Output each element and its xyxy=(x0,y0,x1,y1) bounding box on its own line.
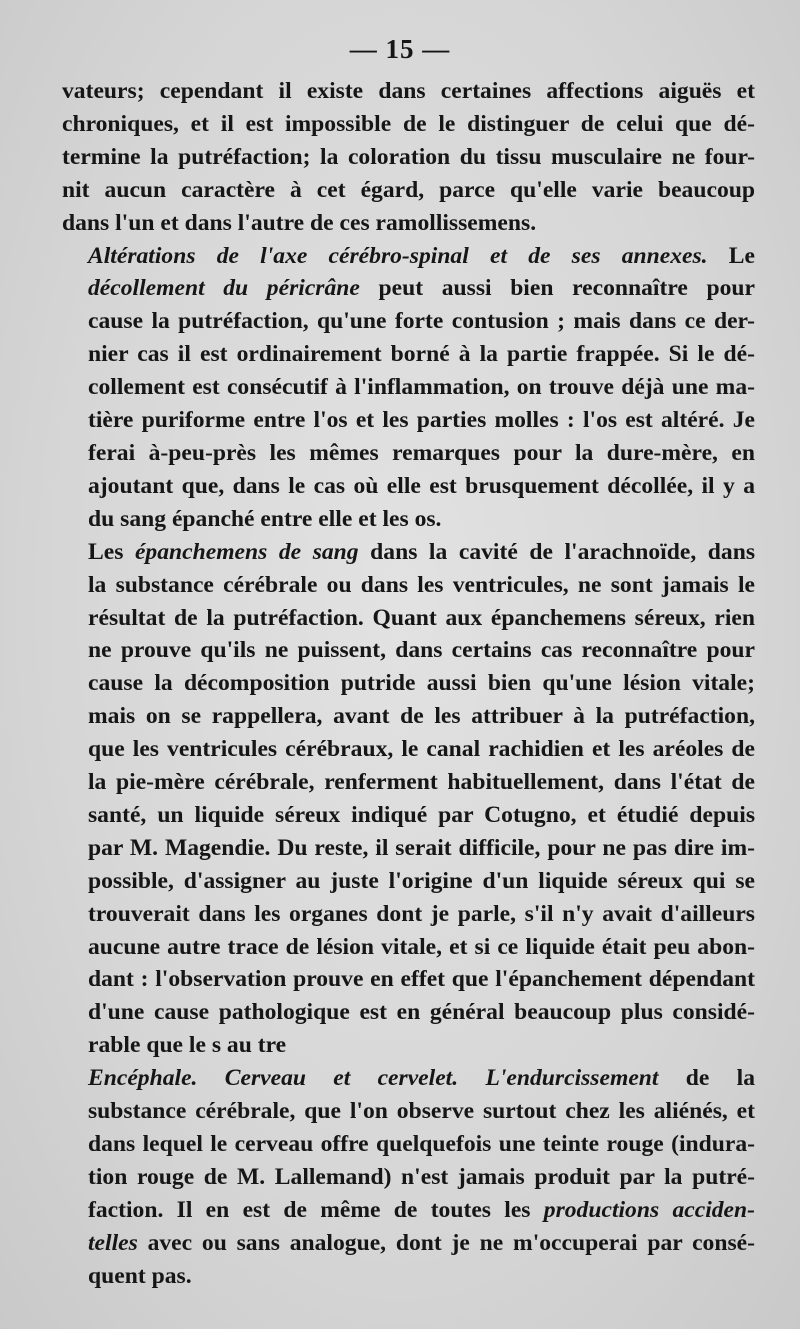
text-line xyxy=(62,602,755,635)
text-run xyxy=(458,1065,485,1091)
text-line xyxy=(62,1227,755,1260)
text-line xyxy=(62,1062,755,1095)
text-line xyxy=(62,963,755,996)
text-line xyxy=(62,1161,755,1194)
text-run: dans lequel le cerveau offre quelquefois une teinte rouge (indura- xyxy=(88,1131,755,1157)
text-run: cause la putréfaction, qu'une forte contusion ; mais dans ce der- xyxy=(88,308,755,335)
text-line xyxy=(62,1260,755,1293)
italic-text: L'endurcissement xyxy=(485,1065,659,1092)
text-run: d'une cause pathologique est en général beaucoup plus considé- xyxy=(88,999,755,1026)
text-line xyxy=(62,898,755,931)
text-run: trouverait dans les organes dont je parle, s'il n'y avait d'ailleurs xyxy=(88,900,755,927)
text-run: de la xyxy=(658,1065,755,1092)
text-run: nit aucun caractère à cet égard, parce qu'elle varie beaucoup xyxy=(62,176,755,203)
text-line xyxy=(62,634,755,667)
text-line xyxy=(62,996,755,1029)
paragraph xyxy=(62,75,755,240)
text-run: ne prouve qu'ils ne puissent, dans certains cas reconnaître pour xyxy=(88,637,755,664)
italic-text: décollement du péricrâne xyxy=(88,275,360,302)
text-run: mais on se rappellera, avant de les attribuer à la putréfaction, xyxy=(88,703,755,730)
text-line xyxy=(62,437,755,470)
italic-text: épanchemens de sang xyxy=(134,538,359,565)
text-run: ferai à-peu-près les mêmes remarques pour la dure-mère, en xyxy=(88,439,755,466)
text-line xyxy=(62,700,755,733)
text-run: santé, un liquide séreux indiqué par Cotugno, et étudié depuis xyxy=(88,801,755,828)
text-line xyxy=(62,470,755,503)
text-run: du sang épanché entre elle et les os. xyxy=(88,505,442,532)
paragraph xyxy=(62,240,755,536)
text-run: la substance cérébrale ou dans les ventricules, ne sont jamais le xyxy=(88,571,755,598)
italic-text: productions acciden- xyxy=(543,1196,755,1223)
text-line xyxy=(62,108,755,141)
text-run: nier cas il est ordinairement borné à la partie frappée. Si le dé- xyxy=(88,341,755,368)
text-line xyxy=(62,207,755,240)
text-line xyxy=(62,865,755,898)
text-line xyxy=(62,536,755,569)
text-run: Les xyxy=(88,538,135,565)
text-line xyxy=(62,174,755,207)
text-run: substance cérébrale, que l'on observe surtout chez les aliénés, et xyxy=(88,1098,755,1125)
text-line xyxy=(62,667,755,700)
text-run: résultat de la putréfaction. Quant aux épanchemens séreux, rien xyxy=(88,604,755,631)
text-run: que les ventricules cérébraux, le canal rachidien et les aréoles de xyxy=(88,736,755,763)
text-line xyxy=(62,503,755,536)
text-line xyxy=(62,799,755,832)
italic-text: telles xyxy=(88,1229,138,1256)
text-run: rable que le s au tre xyxy=(88,1032,287,1059)
text-run: par M. Magendie. Du reste, il serait difficile, pour ne pas dire im- xyxy=(88,834,755,861)
text-run: termine la putréfaction; la coloration du tissu musculaire ne four- xyxy=(62,143,755,170)
text-run: peut aussi bien reconnaître pour xyxy=(359,275,755,302)
text-run: Le xyxy=(707,242,756,269)
paragraph xyxy=(62,536,755,1063)
text-run: vateurs; cependant il existe dans certaines affections aiguës et xyxy=(62,78,755,104)
text-line xyxy=(62,240,755,273)
text-line xyxy=(62,766,755,799)
text-run: dans la cavité de l'arachnoïde, dans xyxy=(358,538,756,565)
text-run: dans l'un et dans l'autre de ces ramollissemens. xyxy=(62,209,537,236)
body-text xyxy=(62,75,755,1293)
text-line xyxy=(62,305,755,338)
italic-text: Encéphale. Cerveau et cervelet. xyxy=(88,1065,459,1092)
text-line xyxy=(62,1029,755,1062)
text-run: quent pas. xyxy=(88,1262,192,1289)
text-line xyxy=(62,272,755,305)
text-line xyxy=(62,569,755,602)
text-line xyxy=(62,338,755,371)
text-run: cause la décomposition putride aussi bien qu'une lésion vitale; xyxy=(88,670,755,697)
text-line xyxy=(62,141,755,174)
text-line xyxy=(62,1128,755,1161)
text-run: faction. Il en est de même de toutes les xyxy=(88,1196,544,1223)
text-line xyxy=(62,404,755,437)
text-run: possible, d'assigner au juste l'origine d'un liquide séreux qui se xyxy=(88,867,755,894)
text-run: chroniques, et il est impossible de le distinguer de celui que dé- xyxy=(62,110,755,137)
paragraph xyxy=(62,1062,755,1292)
text-line xyxy=(62,1194,755,1227)
text-run: collement est consécutif à l'inflammation, on trouve déjà une ma- xyxy=(88,374,755,401)
text-run: tion rouge de M. Lallemand) n'est jamais produit par la putré- xyxy=(88,1163,755,1190)
text-run: aucune autre trace de lésion vitale, et si ce liquide était peu abon- xyxy=(88,933,755,960)
text-run: dant : l'observation prouve en effet que l'épanchement dépendant xyxy=(88,966,755,993)
text-line xyxy=(62,832,755,865)
text-run: la pie-mère cérébrale, renferment habituellement, dans l'état de xyxy=(88,769,755,796)
text-line xyxy=(62,733,755,766)
text-line xyxy=(62,371,755,404)
italic-text: Altérations de l'axe cérébro-spinal et de ses annexes. xyxy=(88,242,708,269)
page-number: — 15 — xyxy=(349,34,451,64)
text-run: avec ou sans analogue, dont je ne m'occuperai par consé- xyxy=(137,1229,755,1256)
text-run: ajoutant que, dans le cas où elle est brusquement décollée, il y a xyxy=(88,472,755,499)
text-line xyxy=(62,1095,755,1128)
text-line xyxy=(62,75,755,108)
text-line xyxy=(62,931,755,964)
text-run: tière puriforme entre l'os et les parties molles : l'os est altéré. Je xyxy=(88,407,755,434)
